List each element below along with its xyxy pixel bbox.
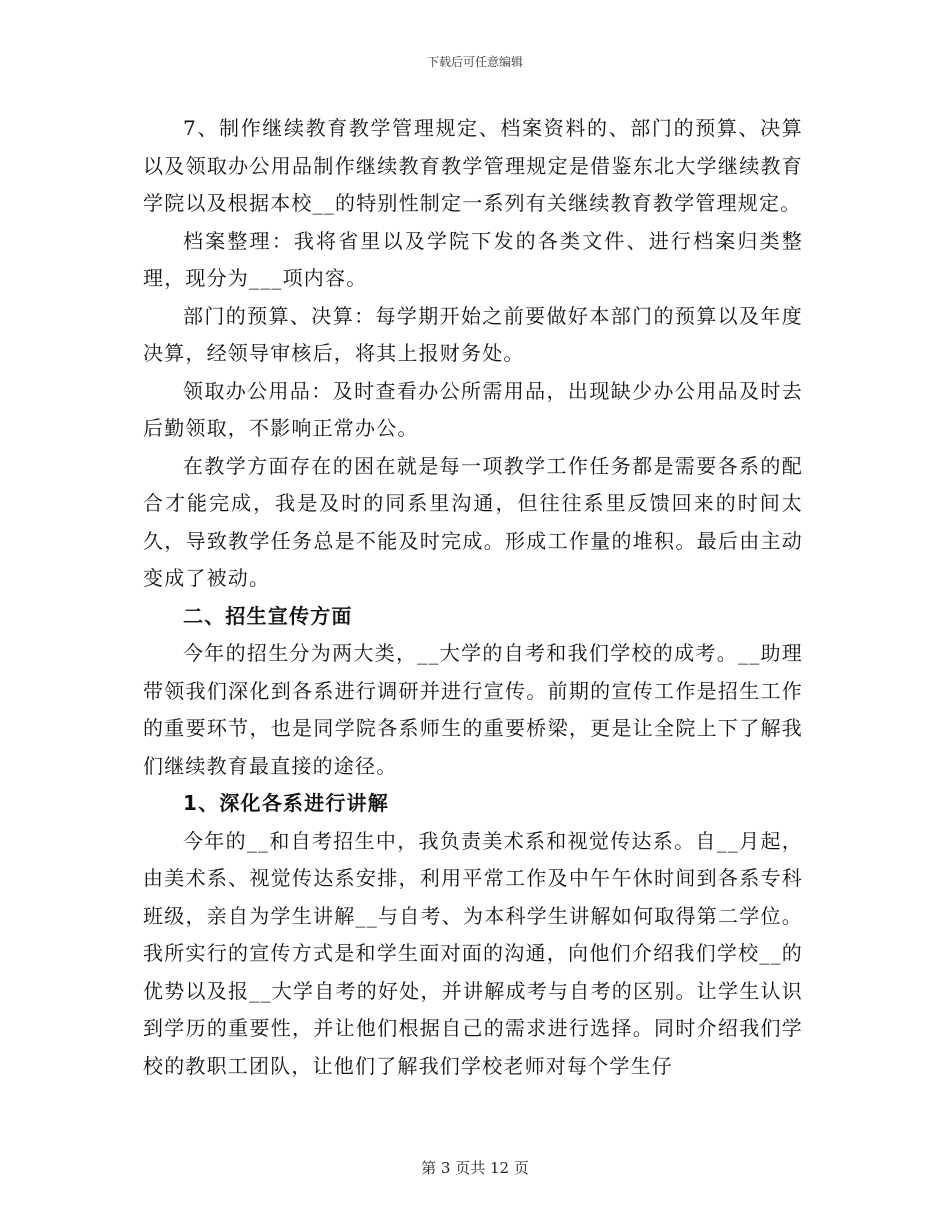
paragraph: 7、制作继续教育教学管理规定、档案资料的、部门的预算、决算以及领取办公用品制作继续教育教学管理规定是借鉴东北大学继续教育学院以及根据本校__的特别性制定一系列有关继续教育教学管理规定。 — [143, 116, 803, 215]
section-heading: 二、招生宣传方面 — [183, 603, 353, 628]
subsection-heading: 1、深化各系进行讲解 — [183, 791, 389, 815]
paragraph: 今年的招生分为两大类，__大学的自考和我们学校的成考。__助理带领我们深化到各系进行调研并进行宣传。前期的宣传工作是招生工作的重要环节，也是同学院各系师生的重要桥梁，更是让全院上下了解我们继续教育最直接的途径。 — [143, 641, 803, 778]
paragraph: 档案整理：我将省里以及学院下发的各类文件、进行档案归类整理，现分为___项内容。 — [143, 228, 803, 290]
header-note: 下载后可任意编辑 — [426, 55, 523, 69]
document-body — [143, 110, 803, 1085]
page-number: 第 3 页共 12 页 — [421, 1159, 529, 1177]
paragraph: 部门的预算、决算：每学期开始之前要做好本部门的预算以及年度决算，经领导审核后，将其上报财务处。 — [143, 303, 803, 365]
paragraph: 今年的__和自考招生中，我负责美术系和视觉传达系。自__月起，由美术系、视觉传达系安排，利用平常工作及中午午休时间到各系专科班级，亲自为学生讲解__与自考、为本科学生讲解如何取得第二学位。我所实行的宣传方式是和学生面对面的沟通，向他们介绍我们学校__的优势以及报__大学自考的好处，并讲解成考与自考的区别。让学生认识到学历的重要性，并让他们根据自己的需求进行选择。同时介绍我们学校的教职工团队，让他们了解我们学校老师对每个学生仔 — [143, 828, 803, 1078]
paragraph: 在教学方面存在的困在就是每一项教学工作任务都是需要各系的配合才能完成，我是及时的同系里沟通，但往往系里反馈回来的时间太久，导致教学任务总是不能及时完成。形成工作量的堆积。最后由主动变成了被动。 — [143, 453, 803, 590]
paragraph: 领取办公用品：及时查看办公所需用品，出现缺少办公用品及时去后勤领取，不影响正常办公。 — [143, 378, 803, 440]
